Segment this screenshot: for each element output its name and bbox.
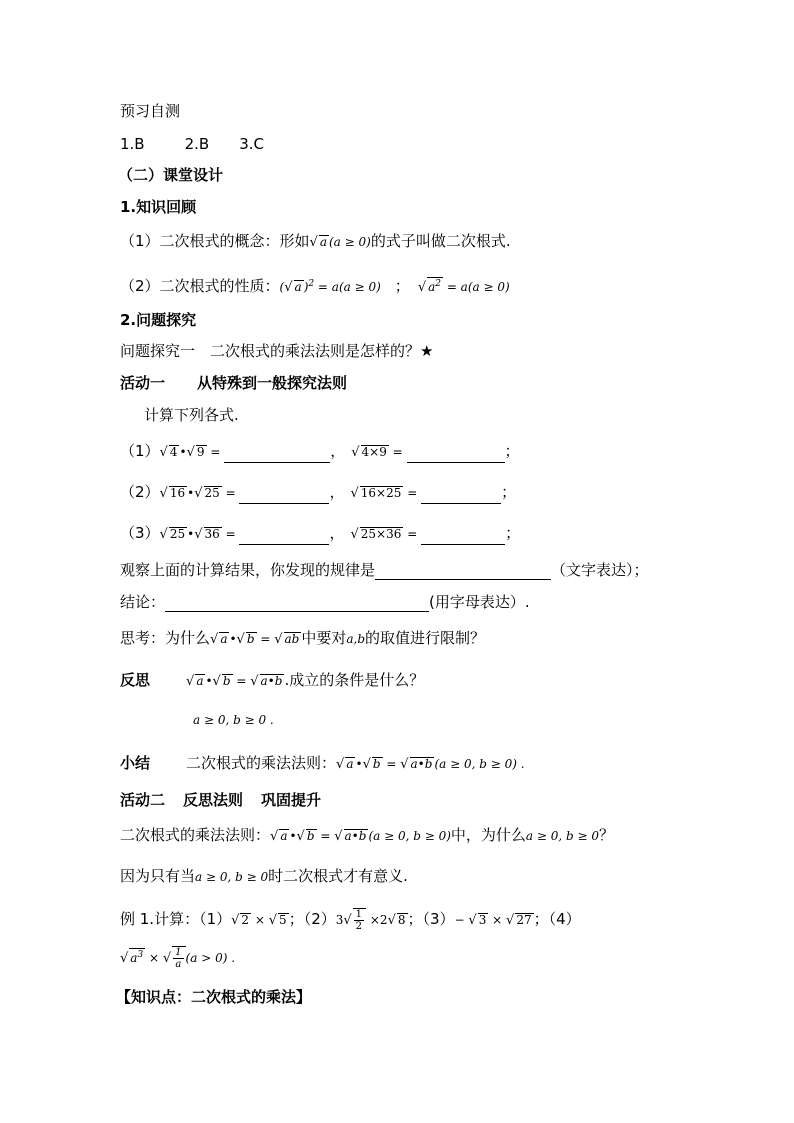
conclusion-line: 结论： (用字母表达）.	[120, 593, 530, 611]
compute-prompt: 计算下列各式.	[144, 406, 239, 424]
rule-line: 二次根式的乘法法则：√ a •√ b = √ a•b (a ≥ 0, b ≥ 0)中，为什么a ≥ 0, b ≥ 0？	[120, 826, 615, 844]
answer-blank[interactable]	[239, 489, 329, 504]
formula-square-of-root: (√ a )$^2$ = a(a ≥ 0)	[279, 279, 381, 295]
calc-row-3: （3）√ 25 •√ 36 = ， √ 25×36 = ；	[120, 523, 520, 545]
formula-root-of-square: √ $a^2 = a(a \ge 0)$	[417, 279, 510, 295]
answer-3: 3.C	[239, 135, 265, 153]
explore-heading: 2.问题探究	[120, 311, 197, 329]
rule-text-blank[interactable]	[375, 565, 551, 580]
preview-title: 预习自测	[120, 102, 181, 120]
preview-answers	[120, 134, 264, 154]
knowledge-item-1: （1）二次根式的概念：形如√ a (a ≥ 0)的式子叫做二次根式.	[120, 232, 511, 250]
knowledge-heading: 1.知识回顾	[120, 198, 197, 216]
knowledge-item-2: （2）二次根式的性质：(√ a )$^2$ = a(a ≥ 0) ； √ $a^2 = a(a \ge 0)$	[120, 277, 510, 295]
question-1: 问题探究一 二次根式的乘法法则是怎样的？★	[120, 342, 434, 360]
answer-blank[interactable]	[224, 448, 330, 463]
think-line: 思考：为什么√ a •√ b = √ ab 中要对a,b的取值进行限制？	[120, 629, 486, 647]
knowledge-point: 【知识点：二次根式的乘法】	[116, 988, 312, 1006]
observe-line: 观察上面的计算结果，你发现的规律是 （文字表达）；	[120, 561, 649, 579]
answer-blank[interactable]	[421, 530, 505, 545]
summary-line: 小结 二次根式的乘法法则：√ a •√ b = √ a•b (a ≥ 0, b ≥ 0) .	[120, 754, 525, 772]
example-1-item-4: √ $a^3$ × √ $\frac{1}{a}$ (a > 0) .	[120, 947, 236, 970]
example-1-line: 例 1.计算：（1）√ 2 × √ 5 ；（2）3√ $\frac{1}{2}$ ×2√ 8 ；（3）− √ 3 × √ 27 ；（4）	[120, 909, 581, 932]
reflect-line: 反思 √ a •√ b = √ a•b .成立的条件是什么？	[120, 671, 425, 689]
activity-2: 活动二 反思法则 巩固提升	[120, 791, 322, 809]
formula-sqrt-a: √ a (a ≥ 0)	[309, 235, 371, 250]
because-line: 因为只有当a ≥ 0, b ≥ 0时二次根式才有意义.	[120, 867, 408, 885]
activity-1: 活动一 从特殊到一般探究法则	[120, 374, 348, 392]
rule-formula-blank[interactable]	[165, 597, 429, 612]
answer-blank[interactable]	[239, 530, 329, 545]
reflect-answer: a ≥ 0, b ≥ 0 .	[193, 713, 274, 727]
calc-row-2: （2）√ 16 •√ 25 = ， √ 16×25 = ；	[120, 482, 516, 504]
answer-1: 1.B	[120, 135, 145, 153]
answer-blank[interactable]	[421, 489, 501, 504]
answer-2: 2.B	[184, 135, 210, 153]
calc-row-1: （1）√ 4 •√ 9 = ， √ 4×9 = ；	[120, 441, 520, 463]
section2-heading: （二）课堂设计	[118, 166, 224, 184]
answer-blank[interactable]	[407, 448, 505, 463]
